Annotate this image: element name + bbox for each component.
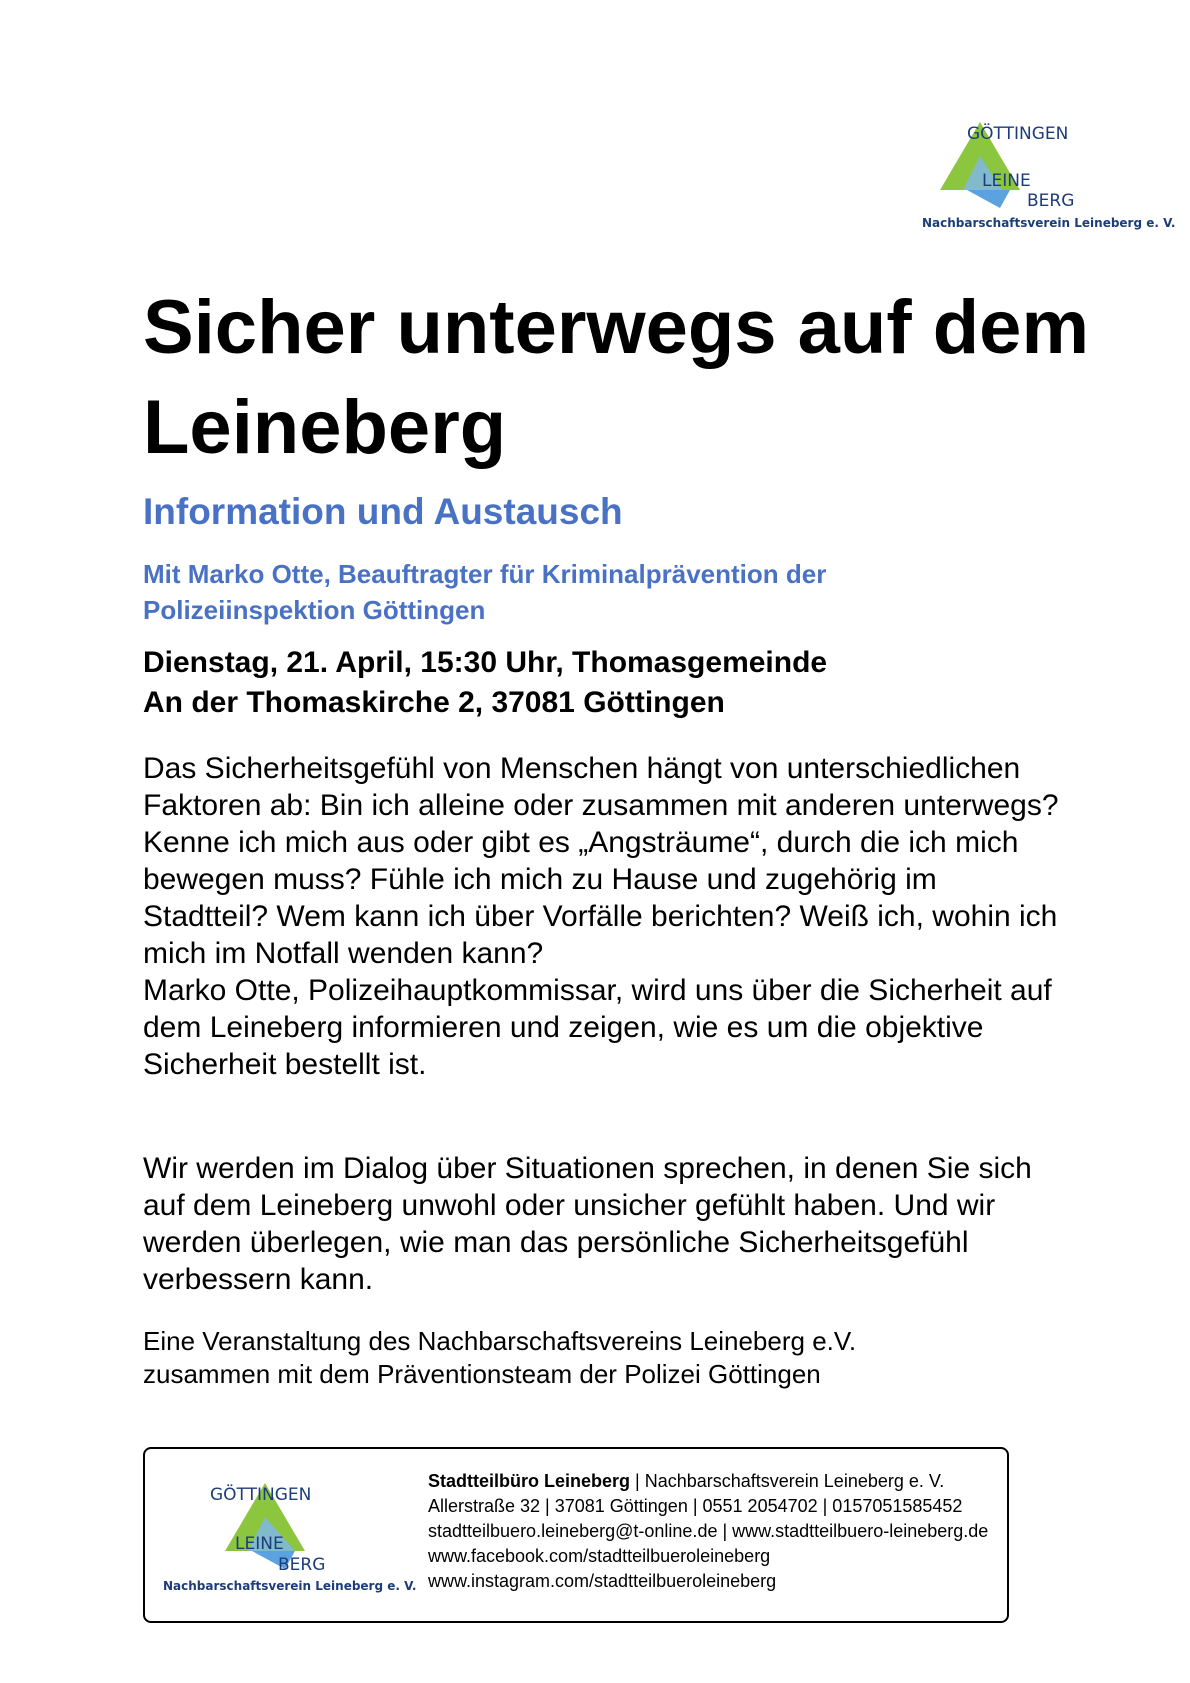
contact-box [143, 1447, 1009, 1623]
organizer-note [143, 1325, 1063, 1391]
contact-email-web: stadtteilbuero.leineberg@t-online.de | www.stadtteilbuero-leineberg.de [428, 1521, 989, 1541]
logo-footer [160, 1479, 417, 1599]
organizer-line2: zusammen mit dem Präventionsteam der Polizei Göttingen [143, 1359, 821, 1389]
logo-top [915, 118, 1176, 233]
footer-logo-line1: GÖTTINGEN [210, 1485, 312, 1505]
subtitle: Information und Austausch [143, 491, 623, 532]
description-part1: Das Sicherheitsgefühl von Menschen hängt von unterschiedlichen Faktoren ab: Bin ich alleine oder zusammen mit anderen unterwegs? Kenne ich mich aus oder gibt es „Angsträume“, durch die ich mich bewegen muss? Fühle ich mich zu Hause und zugehörig im Stadtteil? Wem kann ich über Vorfälle berichten? Weiß ich, wohin ich mich im Notfall wenden kann? [143, 752, 1059, 970]
footer-logo-line3: BERG [278, 1555, 326, 1575]
contact-address: Allerstraße 32 | 37081 Göttingen | 0551 2054702 | 0157051585452 [428, 1496, 963, 1516]
event-address: An der Thomaskirche 2, 37081 Göttingen [143, 686, 725, 719]
event-date: Dienstag, 21. April, 15:30 Uhr, Thomasgemeinde [143, 646, 828, 679]
footer-logo-line2: LEINE [235, 1534, 284, 1554]
contact-office [428, 1469, 998, 1494]
description-paragraph [143, 750, 1063, 1083]
logo-line3: BERG [1027, 191, 1075, 211]
office-org: | Nachbarschaftsverein Leineberg e. V. [630, 1471, 945, 1491]
organizer-line1: Eine Veranstaltung des Nachbarschaftsvereins Leineberg e.V. [143, 1326, 857, 1356]
contact-facebook: www.facebook.com/stadtteilbueroleineberg [428, 1546, 771, 1566]
contact-instagram: www.instagram.com/stadtteilbueroleineberg [428, 1571, 777, 1591]
page-title: Sicher unterwegs auf dem Leineberg [143, 285, 1090, 470]
logo-line1: GÖTTINGEN [967, 124, 1069, 144]
office-name: Stadtteilbüro Leineberg [428, 1471, 631, 1491]
footer-logo-org: Nachbarschaftsverein Leineberg e. V. [163, 1579, 417, 1593]
dialog-paragraph: Wir werden im Dialog über Situationen sprechen, in denen Sie sich auf dem Leineberg unwohl oder unsicher gefühlt haben. Und wir werden überlegen, wie man das persönliche Sicherheitsgefühl verbessern kann. [143, 1152, 1032, 1296]
speaker-info: Mit Marko Otte, Beauftragter für Kriminalprävention der Polizeiinspektion Göttingen [143, 559, 827, 625]
logo-org: Nachbarschaftsverein Leineberg e. V. [922, 216, 1176, 230]
description-part2: Marko Otte, Polizeihauptkommissar, wird uns über die Sicherheit auf dem Leineberg informieren und zeigen, wie es um die objektive Sicherheit bestellt ist. [143, 974, 1052, 1081]
contact-info [428, 1469, 998, 1594]
logo-line2: LEINE [982, 171, 1031, 191]
event-details [143, 643, 1093, 723]
